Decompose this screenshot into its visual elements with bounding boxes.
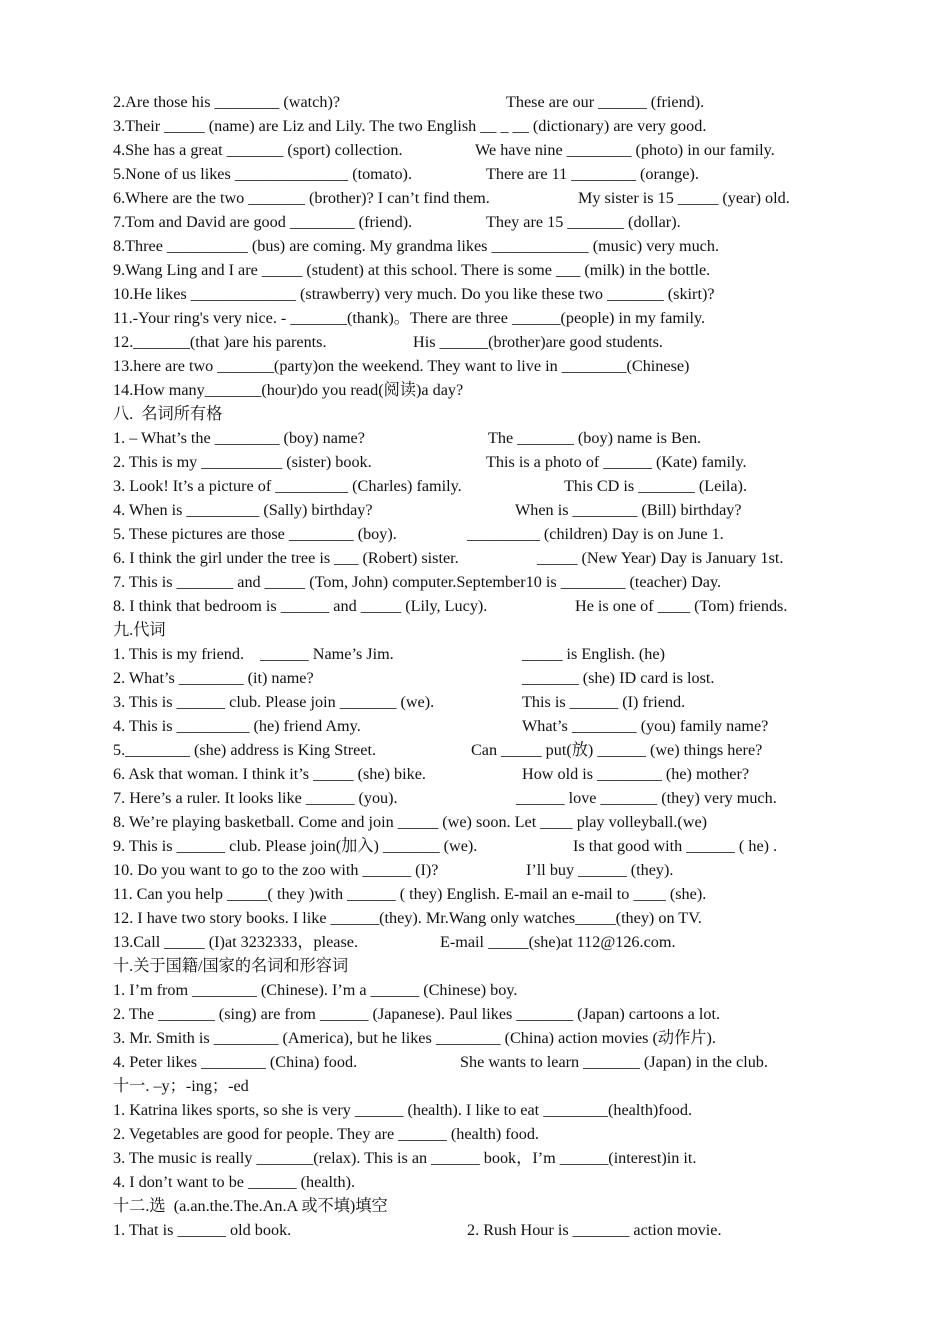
exercise-text: 1. This is my friend. ______ Name’s Jim. <box>113 645 394 663</box>
exercise-text-right: When is ________ (Bill) birthday? <box>515 501 742 519</box>
exercise-text: 1. I’m from ________ (Chinese). I’m a ______ (Chinese) boy. <box>113 981 518 999</box>
exercise-line <box>113 1050 893 1074</box>
exercise-text: 14.How many_______(hour)do you read(阅读)a day? <box>113 381 464 399</box>
exercise-line <box>113 1146 893 1170</box>
exercise-text: 3. The music is really _______(relax). This is an ______ book，I’m ______(interest)in it. <box>113 1149 697 1167</box>
exercise-line <box>113 1098 893 1122</box>
exercise-text: 12._______(that )are his parents. <box>113 333 327 351</box>
exercise-text: 10.He likes _____________ (strawberry) very much. Do you like these two _______ (skirt)? <box>113 285 715 303</box>
exercise-line <box>113 690 893 714</box>
exercise-line <box>113 858 893 882</box>
exercise-line <box>113 930 893 954</box>
exercise-text: 8.Three __________ (bus) are coming. My grandma likes ____________ (music) very much. <box>113 237 720 255</box>
exercise-line <box>113 330 893 354</box>
section-heading <box>113 618 893 642</box>
worksheet-page <box>113 90 893 1242</box>
exercise-line <box>113 714 893 738</box>
exercise-line <box>113 1218 893 1242</box>
exercise-line <box>113 1122 893 1146</box>
exercise-text-right: _____ (New Year) Day is January 1st. <box>537 549 784 567</box>
exercise-text-right: He is one of ____ (Tom) friends. <box>575 597 788 615</box>
exercise-line <box>113 738 893 762</box>
exercise-text-right: Can _____ put(放) ______ (we) things here? <box>471 741 763 759</box>
exercise-text: 4. When is _________ (Sally) birthday? <box>113 501 373 519</box>
exercise-text: 2. Vegetables are good for people. They are ______ (health) food. <box>113 1125 539 1143</box>
exercise-text: 11. Can you help _____( they )with ______ ( they) English. E-mail an e-mail to ____ (she). <box>113 885 707 903</box>
exercise-line <box>113 810 893 834</box>
exercise-line <box>113 138 893 162</box>
exercise-text-right: This is a photo of ______ (Kate) family. <box>486 453 747 471</box>
section-heading <box>113 1074 893 1098</box>
exercise-text: 10. Do you want to go to the zoo with ______ (I)? <box>113 861 439 879</box>
exercise-text: 13.here are two _______(party)on the weekend. They want to live in ________(Chinese) <box>113 357 690 375</box>
exercise-text: 5.________ (she) address is King Street. <box>113 741 377 759</box>
exercise-line <box>113 546 893 570</box>
section-title: 十一. –y；-ing；-ed <box>113 1077 249 1095</box>
exercise-text-right: How old is ________ (he) mother? <box>522 765 750 783</box>
exercise-text: 2. This is my __________ (sister) book. <box>113 453 372 471</box>
exercise-text-right: Is that good with ______ ( he) . <box>573 837 778 855</box>
exercise-text-right: My sister is 15 _____ (year) old. <box>578 189 790 207</box>
exercise-text-right: They are 15 _______ (dollar). <box>486 213 681 231</box>
section-heading <box>113 954 893 978</box>
exercise-text-right: _____ is English. (he) <box>522 645 665 663</box>
exercise-line <box>113 282 893 306</box>
exercise-line <box>113 1026 893 1050</box>
exercise-line <box>113 474 893 498</box>
exercise-text-right: His ______(brother)are good students. <box>413 333 663 351</box>
section-heading <box>113 402 893 426</box>
exercise-text: 3. Mr. Smith is ________ (America), but he likes ________ (China) action movies (动作片). <box>113 1029 716 1047</box>
section-title: 八. 名词所有格 <box>113 405 223 423</box>
exercise-text-right: These are our ______ (friend). <box>506 93 705 111</box>
exercise-text-right: _________ (children) Day is on June 1. <box>467 525 724 543</box>
exercise-line <box>113 234 893 258</box>
exercise-text: 4. Peter likes ________ (China) food. <box>113 1053 358 1071</box>
exercise-text: 12. I have two story books. I like ______(they). Mr.Wang only watches_____(they) on TV. <box>113 909 702 927</box>
exercise-text: 4. I don’t want to be ______ (health). <box>113 1173 356 1191</box>
exercise-line <box>113 354 893 378</box>
exercise-text: 11.-Your ring's very nice. - _______(thank)。There are three ______(people) in my family. <box>113 309 706 327</box>
exercise-line <box>113 450 893 474</box>
exercise-line <box>113 306 893 330</box>
section-title: 十二.选 (a.an.the.The.An.A 或不填)填空 <box>113 1197 388 1215</box>
exercise-line <box>113 378 893 402</box>
exercise-line <box>113 642 893 666</box>
exercise-text: 3.Their _____ (name) are Liz and Lily. The two English __ _ __ (dictionary) are very good. <box>113 117 707 135</box>
exercise-line <box>113 834 893 858</box>
exercise-text-right: _______ (she) ID card is lost. <box>522 669 715 687</box>
exercise-line <box>113 114 893 138</box>
exercise-text: 1. – What’s the ________ (boy) name? <box>113 429 365 447</box>
exercise-text: 5. These pictures are those ________ (boy). <box>113 525 397 543</box>
exercise-line <box>113 666 893 690</box>
exercise-text-right: ______ love _______ (they) very much. <box>516 789 777 807</box>
exercise-line <box>113 210 893 234</box>
exercise-line <box>113 90 893 114</box>
exercise-text: 2.Are those his ________ (watch)? <box>113 93 341 111</box>
exercise-text-right: We have nine ________ (photo) in our family. <box>475 141 775 159</box>
section-title: 十.关于国籍/国家的名词和形容词 <box>113 957 349 975</box>
exercise-text-right: She wants to learn _______ (Japan) in the club. <box>460 1053 768 1071</box>
exercise-line <box>113 258 893 282</box>
exercise-text-right: E-mail _____(she)at 112@126.com. <box>440 933 676 951</box>
exercise-text: 9. This is ______ club. Please join(加入) _______ (we). <box>113 837 478 855</box>
exercise-text: 2. The _______ (sing) are from ______ (Japanese). Paul likes _______ (Japan) cartoons a lot. <box>113 1005 721 1023</box>
exercise-text: 7.Tom and David are good ________ (friend). <box>113 213 413 231</box>
exercise-text-right: There are 11 ________ (orange). <box>486 165 699 183</box>
section-title: 九.代词 <box>113 621 166 639</box>
exercise-text-right: This CD is _______ (Leila). <box>564 477 747 495</box>
exercise-line <box>113 594 893 618</box>
section-heading <box>113 1194 893 1218</box>
exercise-text: 6. Ask that woman. I think it’s _____ (she) bike. <box>113 765 426 783</box>
exercise-text-right: The _______ (boy) name is Ben. <box>488 429 702 447</box>
exercise-line <box>113 426 893 450</box>
exercise-text: 1. That is ______ old book. <box>113 1221 292 1239</box>
exercise-text: 1. Katrina likes sports, so she is very ______ (health). I like to eat ________(health)food. <box>113 1101 693 1119</box>
exercise-line <box>113 1170 893 1194</box>
exercise-text: 3. This is ______ club. Please join _______ (we). <box>113 693 435 711</box>
exercise-text: 6. I think the girl under the tree is ___ (Robert) sister. <box>113 549 459 567</box>
exercise-line <box>113 1002 893 1026</box>
exercise-line <box>113 186 893 210</box>
exercise-line <box>113 786 893 810</box>
exercise-text: 4. This is _________ (he) friend Amy. <box>113 717 361 735</box>
exercise-text: 5.None of us likes ______________ (tomato). <box>113 165 412 183</box>
exercise-line <box>113 162 893 186</box>
exercise-text: 6.Where are the two _______ (brother)? I can’t find them. <box>113 189 490 207</box>
exercise-line <box>113 978 893 1002</box>
exercise-text: 7. This is _______ and _____ (Tom, John) computer.September10 is ________ (teacher) Day. <box>113 573 722 591</box>
exercise-text: 8. We’re playing basketball. Come and join _____ (we) soon. Let ____ play volleyball.(we) <box>113 813 708 831</box>
exercise-line <box>113 762 893 786</box>
exercise-text: 8. I think that bedroom is ______ and _____ (Lily, Lucy). <box>113 597 488 615</box>
exercise-line <box>113 498 893 522</box>
exercise-text: 2. What’s ________ (it) name? <box>113 669 314 687</box>
exercise-text: 13.Call _____ (I)at 3232333，please. <box>113 933 359 951</box>
exercise-text-right: This is ______ (I) friend. <box>522 693 686 711</box>
exercise-text-right: I’ll buy ______ (they). <box>526 861 674 879</box>
exercise-line <box>113 522 893 546</box>
exercise-text: 4.She has a great _______ (sport) collection. <box>113 141 403 159</box>
exercise-line <box>113 570 893 594</box>
exercise-text-right: What’s ________ (you) family name? <box>522 717 769 735</box>
exercise-line <box>113 882 893 906</box>
exercise-line <box>113 906 893 930</box>
exercise-text: 3. Look! It’s a picture of _________ (Charles) family. <box>113 477 462 495</box>
exercise-text-right: 2. Rush Hour is _______ action movie. <box>467 1221 722 1239</box>
exercise-text: 9.Wang Ling and I are _____ (student) at this school. There is some ___ (milk) in the bottle. <box>113 261 711 279</box>
exercise-text: 7. Here’s a ruler. It looks like ______ (you). <box>113 789 398 807</box>
